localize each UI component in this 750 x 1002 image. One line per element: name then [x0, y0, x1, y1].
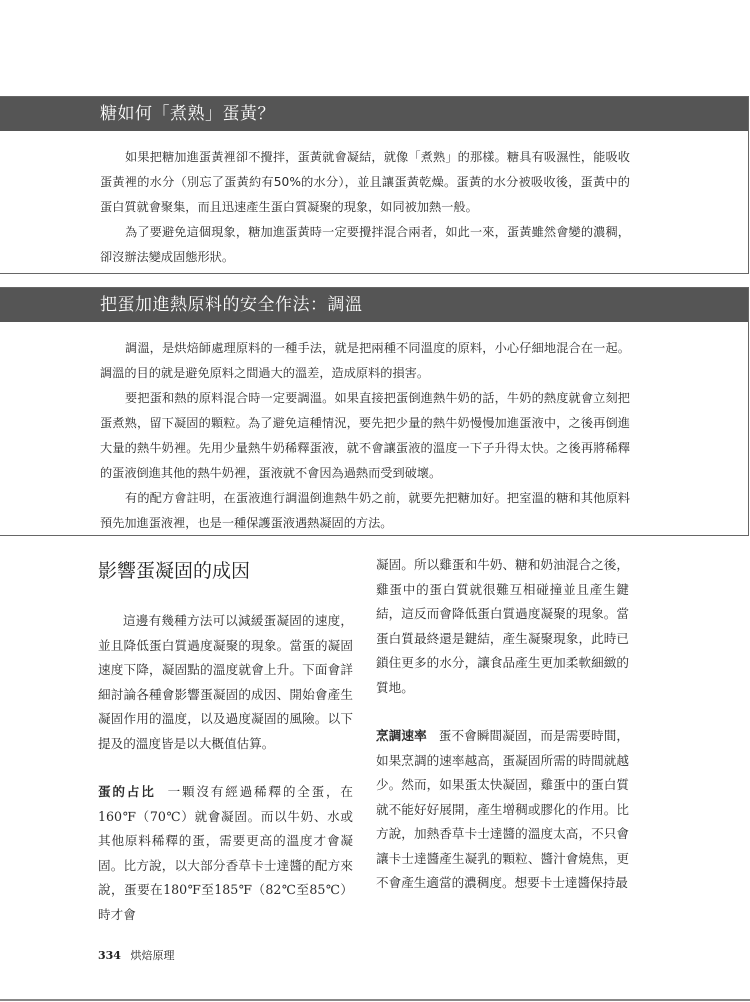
box-title: 把蛋加進熱原料的安全作法：調溫	[0, 288, 748, 322]
box-paragraph: 要把蛋和熱的原料混合時一定要調溫。如果直接把蛋倒進熱牛奶的話，牛奶的熱度就會立刻把蛋煮熟，留下凝固的顆粒。為了避免這種情況，要先把少量的熱牛奶慢慢加進蛋液中，之後再倒進大量的熱牛奶裡。先用少量熱牛奶稀釋蛋液，就不會讓蛋液的溫度一下子升得太快。之後再將稀釋的蛋液倒進其他的熱牛奶裡，蛋液就不會因為過熱而受到破壞。	[100, 391, 630, 480]
box-body	[0, 322, 748, 536]
book-title: 烘焙原理	[130, 949, 175, 962]
box-paragraph: 為了要避免這個現象，糖加進蛋黃時一定要攪拌混合兩者，如此一來，蛋黃雖然會變的濃稠，卻沒辦法變成固態形狀。	[100, 225, 630, 264]
box-paragraph: 調溫，是烘焙師處理原料的一種手法，就是把兩種不同溫度的原料，小心仔細地混合在一起。調溫的目的就是避免原料之間過大的溫差，造成原料的損害。	[100, 341, 630, 380]
sidebar-box-sugar-yolk	[0, 96, 749, 274]
box-title: 糖如何「煮熟」蛋黃？	[0, 97, 748, 131]
term-text: 蛋不會瞬間凝固，而是需要時間，如果烹調的速率越高，蛋凝固所需的時間就越少。然而，如果蛋太快凝固，雞蛋中的蛋白質就不能好好展開，產生增稠或膠化的作用。比方說，加熱香草卡士達醬的溫度太高，不只會讓卡士達醬產生凝乳的顆粒、醬汁會燒焦，更不會產生適當的濃稠度。想要卡士達醬保持最	[376, 728, 630, 890]
box-paragraph: 有的配方會註明，在蛋液進行調溫倒進熱牛奶之前，就要先把糖加好。把室溫的糖和其他原料預先加進蛋液裡，也是一種保護蛋液遇熱凝固的方法。	[100, 491, 630, 530]
page-number: 334	[98, 949, 121, 962]
continued-paragraph: 凝固。所以雞蛋和牛奶、糖和奶油混合之後，雞蛋中的蛋白質就很難互相碰撞並且產生鍵結，這反而會降低蛋白質過度凝聚的現象。當蛋白質最終還是鍵結，產生凝聚現象，此時已鎖住更多的水分，讓食品產生更加柔軟細緻的質地。	[376, 557, 629, 695]
bottom-divider	[0, 999, 750, 1001]
term-text: 一顆沒有經過稀釋的全蛋，在160℉（70℃）就會凝固。而以牛奶、水或其他原料稀釋的蛋，需要更高的溫度才會凝固。比方說，以大部分香草卡士達醬的配方來說，蛋要在180℉至185℉（82℃至85℃）時才會	[98, 784, 354, 922]
box-body	[0, 131, 748, 270]
term-label: 蛋的占比	[98, 784, 156, 799]
term-paragraph-cooking-rate	[376, 724, 629, 896]
section-title: 影響蛋凝固的成因	[98, 560, 251, 582]
left-column	[98, 553, 353, 927]
term-paragraph-egg-ratio	[98, 780, 353, 927]
intro-paragraph: 這邊有幾種方法可以減緩蛋凝固的速度，並且降低蛋白質過度凝聚的現象。當蛋的凝固速度下降，凝固點的溫度就會上升。下面會詳細討論各種會影響蛋凝固的成因、開始會產生凝固作用的溫度，以及過度凝固的風險。以下提及的溫度皆是以大概值估算。	[98, 613, 353, 751]
sidebar-box-tempering	[0, 287, 749, 536]
term-label: 烹調速率	[376, 728, 427, 743]
page-footer	[98, 947, 174, 963]
box-paragraph: 如果把糖加進蛋黃裡卻不攪拌，蛋黃就會凝結，就像「煮熟」的那樣。糖具有吸濕性，能吸收蛋黃裡的水分（別忘了蛋黃約有50%的水分），並且讓蛋黃乾燥。蛋黃的水分被吸收後，蛋黃中的蛋白質就會聚集，而且迅速產生蛋白質凝聚的現象，如同被加熱一般。	[100, 150, 630, 214]
right-column	[376, 553, 629, 896]
